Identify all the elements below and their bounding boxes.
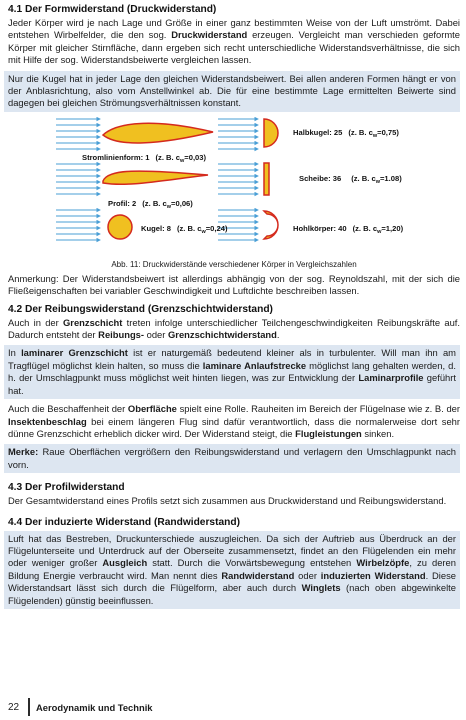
info-box-induziert: Luft hat das Bestreben, Druckunterschiede auszugleichen. Da sich der Auftrieb aus Überdruck an der Flügelunterseite und Unterdruck auf der Oberseite zusammensetzt, findet an den Flügelenden ein mehr oder weniger großer Ausgleich statt. Durch die Vorwärtsbewegung entstehen Wirbelzöpfe, zu deren Bildung Energie verbraucht wird. Man nennt dies Randwiderstand oder induzierten Widerstand. Diese Widerstandsart lässt sich durch die Flügelform, aber auch durch Winglets (nach oben abgewinkelte Flügelenden) günstig beeinflussen. [4, 531, 460, 609]
section-heading-4-1: 4.1 Der Formwiderstand (Druckwiderstand) [8, 4, 217, 15]
section-heading-4-2: 4.2 Der Reibungswiderstand (Grenzschichtwiderstand) [8, 303, 273, 315]
section-heading-4-3: 4.3 Der Profilwiderstand [8, 482, 125, 494]
label-stromlinienform: Stromlinienform: 1 (z. B. $c_w=0,03$) [82, 152, 207, 164]
figure-svg [8, 115, 460, 258]
sphere-shape [108, 215, 132, 239]
footer-title: Aerodynamik und Technik [36, 702, 153, 713]
paragraph-profilwiderstand: Der Gesamtwiderstand eines Profils setzt sich zusammen aus Druckwiderstand und Reibungswiderstand. [8, 495, 447, 507]
half-sphere-shape [264, 119, 278, 147]
airflow-arrows-left [56, 119, 100, 240]
label-kugel: Kugel: 8 (z. B. $c_w=0,24$) [141, 223, 228, 235]
merke-box: Merke: Raue Oberflächen vergrößern den Reibungswiderstand und verlagern den Umschlagpunkt nach vorn. [4, 444, 460, 473]
footer-divider [28, 698, 30, 716]
info-box-laminar: In laminarer Grenzschicht ist er naturgemäß bedeutend kleiner als in turbulenter. Will man ihn am Tragflügel möglichst klein halten, so muss die laminare Anlaufstrecke möglichst lang gehalten werden, d. h. der Umschlagpunkt muss möglichst weit hinten liegen, was zur Entwicklung der Laminarprofile geführt hat. [4, 345, 460, 399]
section-heading-4-4: 4.4 Der induzierte Widerstand (Randwiderstand) [8, 516, 240, 528]
page-number: 22 [8, 702, 20, 713]
paragraph-oberflaeche: Auch die Beschaffenheit der Oberfläche spielt eine Rolle. Rauheiten im Bereich der Flügelnase wie z. B. der Insektenbeschlag bei einem längeren Flug sind dafür verantwortlich, dass die normalerweise dort sehr dünne Grenzschicht erheblich dicker wird. Der Widerstand steigt, die Flugleistungen sinken. [8, 403, 460, 439]
label-profil: Profil: 2 (z. B. $c_w=0,06$) [108, 198, 193, 210]
streamline-body-shape [103, 123, 213, 143]
paragraph-formwiderstand: Jeder Körper wird je nach Lage und Größe in einer ganz bestimmten Weise von der Luft umströmt. Dabei entstehen Wirbelfelder, die den sog. Druckwiderstand erzeugen. Vergleicht man verschieden geformte Körper mit gleicher Stirnfläche, dann ergeben sich recht unterschiedliche Widerstandsverhältnisse, die sich mit Hilfe der sog. Widerstandsbeiwerte vergleichen lassen. [8, 17, 460, 66]
figure-druckwiderstaende [8, 115, 460, 258]
label-halbkugel: Halbkugel: 25 (z. B. $c_w=0,75$) [293, 127, 399, 139]
airfoil-profile-shape [103, 171, 208, 184]
hollow-body-shape [264, 211, 278, 239]
disc-shape [264, 163, 269, 195]
page-content [8, 0, 460, 609]
page-footer [0, 692, 466, 720]
airflow-arrows-right [218, 119, 258, 240]
merke-label: Merke: [8, 446, 39, 458]
label-scheibe: Scheibe: 36 (z. B. $c_w=1.08$) [299, 173, 402, 185]
figure-caption: Abb. 11: Druckwiderstände verschiedener Körper in Vergleichszahlen [111, 259, 357, 269]
label-hohlkoerper: Hohlkörper: 40 (z. B. $c_w=1,20$) [293, 223, 404, 235]
info-box-kugel: Nur die Kugel hat in jeder Lage den gleichen Widerstandsbeiwert. Bei allen anderen Formen hängt er von der Anblasrichtung, also vom Anstellwinkel ab. Die für eine bestimmte Lage ermittelten Beiwerte sind dagegen bei gleichen Strömungsverhältnissen konstant. [4, 71, 460, 112]
paragraph-grenzschicht: Auch in der Grenzschicht treten infolge unterschiedlicher Teilchengeschwindigkeiten Reibungskräfte auf. Dadurch entsteht der Reibungs- oder Grenzschichtwiderstand. [8, 316, 460, 341]
paragraph-anmerkung: Anmerkung: Der Widerstandsbeiwert ist allerdings abhängig von der sog. Reynoldszahl, mit der sich die Fließeigenschaften bei variabler Geschwindigkeit und Luftdichte beschreiben lassen. [8, 272, 460, 297]
